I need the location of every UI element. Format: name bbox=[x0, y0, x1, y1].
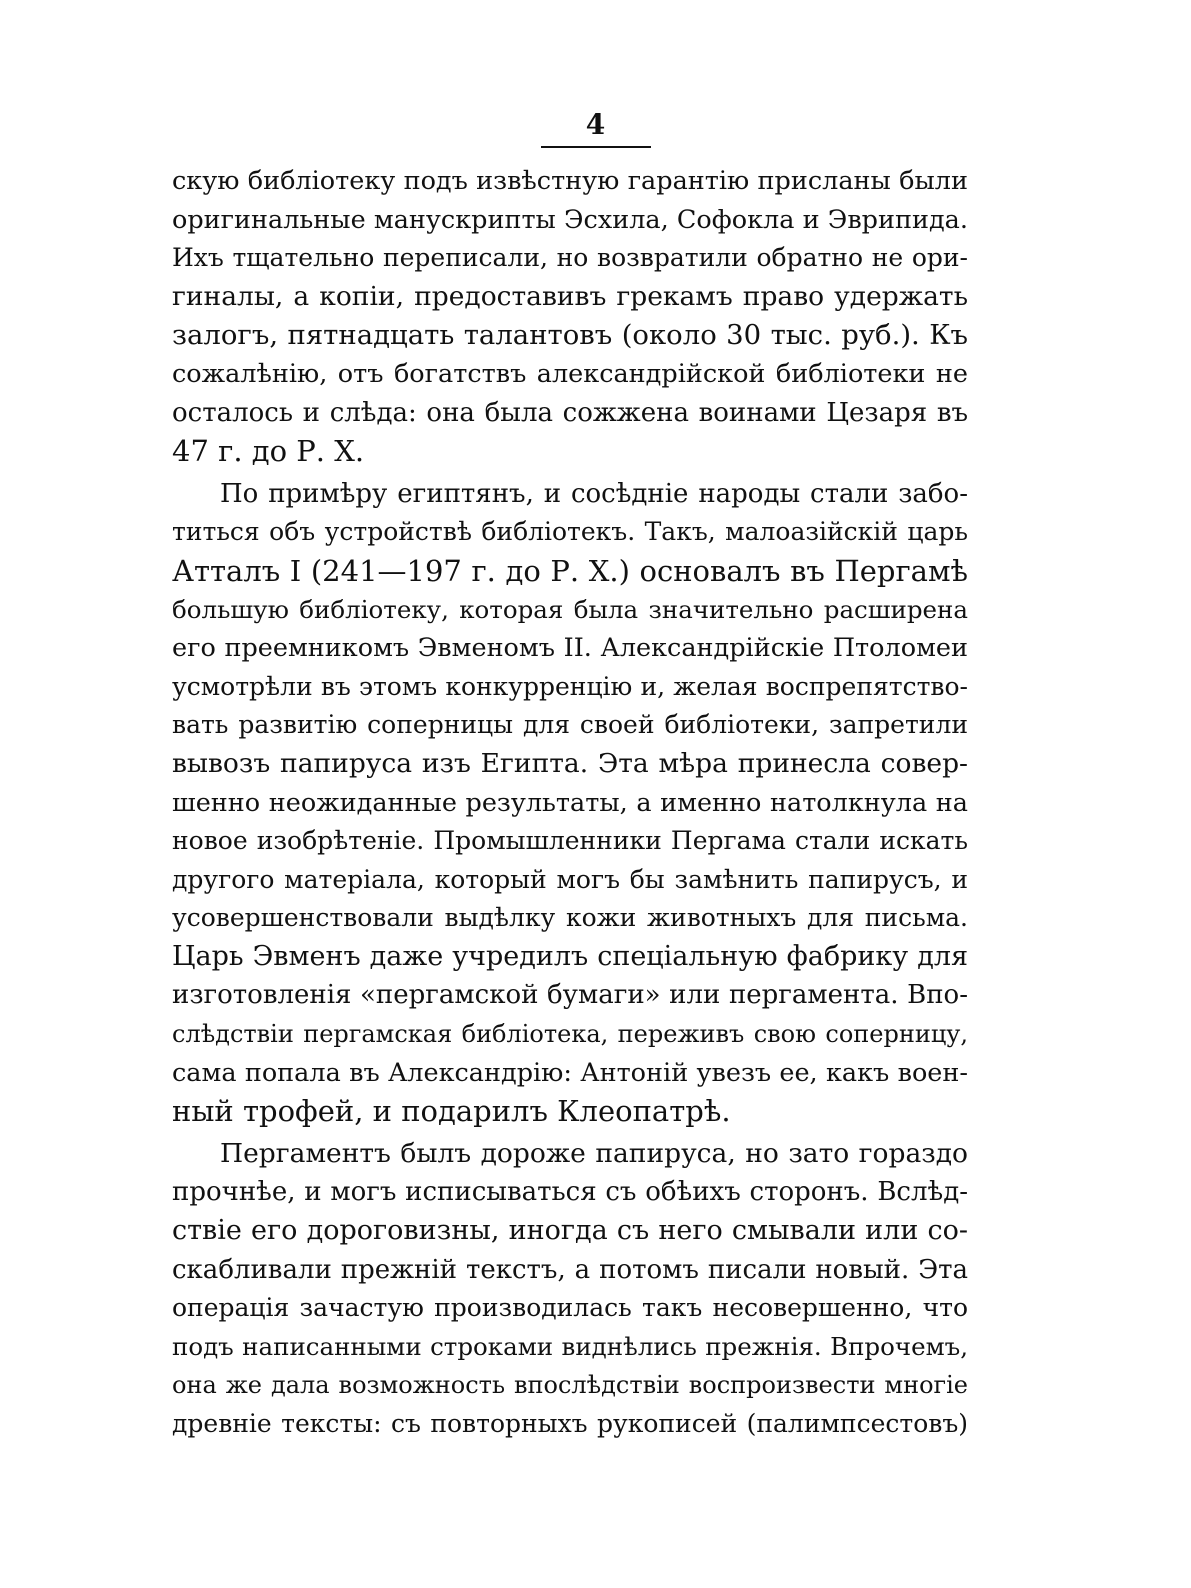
text-line: усмотрѣли въ этомъ конкурренцію и, желая воспрепятство- bbox=[172, 671, 968, 701]
text-line: слѣдствіи пергамская библіотека, переживъ свою соперницу, bbox=[172, 1020, 968, 1049]
text-line: сама попала въ Александрію: Антоній увезъ ее, какъ воен- bbox=[172, 1057, 968, 1088]
text-line: осталось и слѣда: она была сожжена воинами Цезаря въ bbox=[172, 397, 968, 428]
text-line: 47 г. до Р. Х. bbox=[172, 434, 365, 469]
text-line: большую библіотеку, которая была значительно расширена bbox=[172, 594, 968, 624]
text-line: другого матеріала, который могъ бы замѣнить папирусъ, и bbox=[172, 864, 968, 894]
text-line: скабливали прежній текстъ, а потомъ писали новый. Эта bbox=[172, 1254, 968, 1285]
text-line: древніе тексты: съ повторныхъ рукописей (палимпсестовъ) bbox=[172, 1409, 968, 1438]
text-line: новое изобрѣтеніе. Промышленники Пергама стали искать bbox=[172, 826, 968, 856]
text-line: Ихъ тщательно переписали, но возвратили обратно не ори- bbox=[172, 243, 968, 273]
paragraph-2 bbox=[172, 475, 968, 1131]
page-number: 4 bbox=[585, 108, 606, 141]
text-line: подъ написанными строками виднѣлись прежнія. Впрочемъ, bbox=[172, 1331, 968, 1361]
text-line: Пергаментъ былъ дороже папируса, но зато гораздо bbox=[220, 1137, 968, 1169]
text-line: залогъ, пятнадцать талантовъ (около 30 тыс. руб.). Къ bbox=[172, 319, 968, 352]
text-line: прочнѣе, и могъ исписываться съ обѣихъ сторонъ. Вслѣд- bbox=[172, 1177, 968, 1208]
text-line: ный трофей, и подарилъ Клеопатрѣ. bbox=[172, 1094, 731, 1129]
header-rule bbox=[541, 146, 651, 148]
text-line: изготовленія «пергамской бумаги» или пергамента. Впо- bbox=[172, 980, 968, 1011]
text-line: вать развитію соперницы для своей библіотеки, запретили bbox=[172, 710, 968, 740]
page-header bbox=[0, 110, 1191, 148]
text-line: Царь Эвменъ даже учредилъ спеціальную фабрику для bbox=[172, 940, 968, 972]
text-line: его преемникомъ Эвменомъ II. Александрійскіе Птоломеи bbox=[172, 633, 968, 664]
text-line: шенно неожиданные результаты, а именно натолкнула на bbox=[172, 787, 968, 818]
text-line: титься объ устройствѣ библіотекъ. Такъ, малоазійскій царь bbox=[172, 517, 968, 547]
text-line: вывозъ папируса изъ Египта. Эта мѣра принесла совер- bbox=[172, 747, 968, 779]
text-line: ствіе его дороговизны, иногда съ него смывали или со- bbox=[172, 1215, 968, 1247]
body-text bbox=[172, 162, 968, 1444]
paragraph-3 bbox=[172, 1135, 968, 1444]
text-line: Атталъ I (241—197 г. до Р. Х.) основалъ въ Пергамѣ bbox=[172, 553, 968, 588]
text-line: гиналы, а копіи, предоставивъ грекамъ право удержать bbox=[172, 280, 968, 312]
text-line: она же дала возможность впослѣдствіи воспроизвести многіе bbox=[172, 1371, 968, 1400]
text-line: сожалѣнію, отъ богатствъ александрійской библіотеки не bbox=[172, 358, 968, 389]
text-line: операція зачастую производилась такъ несовершенно, что bbox=[172, 1293, 968, 1323]
text-line: оригинальные манускрипты Эсхила, Софокла и Эврипида. bbox=[172, 204, 968, 235]
text-line: усовершенствовали выдѣлку кожи животныхъ для письма. bbox=[172, 903, 968, 933]
text-line: скую библіотеку подъ извѣстную гарантію присланы были bbox=[172, 166, 968, 196]
paragraph-1 bbox=[172, 162, 968, 471]
text-line: По примѣру египтянъ, и сосѣдніе народы стали забо- bbox=[220, 478, 968, 509]
